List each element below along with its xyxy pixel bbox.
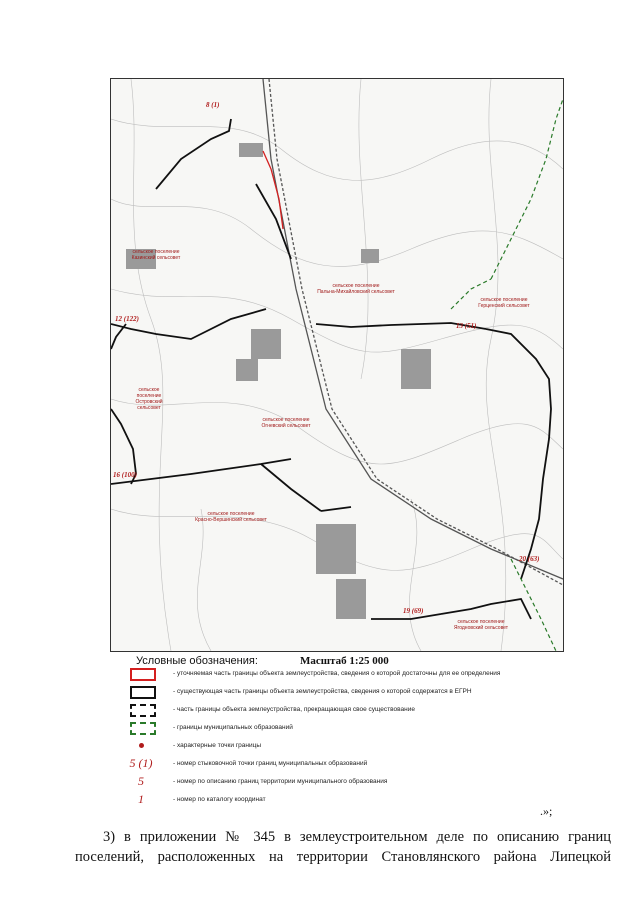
- point-label-13: 13 (51): [456, 322, 477, 330]
- legend-row-junction: [127, 757, 547, 773]
- legend-text: - часть границы объекта землеустройства, прекращающая свое существование: [173, 706, 415, 713]
- black-rectangle-symbol: [130, 686, 156, 699]
- point-label-16: 16 (100): [113, 471, 137, 479]
- paragraph-line-2: поселений, расположенных на территории Становлянского района Липецкой: [75, 849, 611, 865]
- region-label-gertsen: сельское поселение Герценский сельсовет: [478, 297, 530, 309]
- legend-row-municipal: [127, 721, 547, 737]
- legend-text: - номер по каталогу координат: [173, 796, 266, 803]
- paragraph-line-1: 3) в приложении № 345 в землеустроительном деле по описанию границ: [103, 829, 611, 845]
- junction-number-symbol: 5 (1): [129, 756, 153, 770]
- red-dot-symbol: [127, 740, 155, 752]
- red-rectangle-symbol: [130, 668, 156, 681]
- legend-text: - границы муниципальных образований: [173, 724, 293, 731]
- map-drawing: [111, 79, 563, 651]
- region-label-yagodnov: сельское поселение Ягодновский сельсовет: [453, 619, 509, 631]
- map-scale: Масштаб 1:25 000: [300, 655, 389, 667]
- boundary-map: [110, 78, 564, 652]
- legend-text: - существующая часть границы объекта землеустройства, сведения о которой содержатся в ЕГРН: [173, 688, 472, 695]
- dashed-green-rectangle-symbol: [130, 722, 156, 735]
- legend-row-refined: [127, 667, 547, 683]
- point-label-8: 8 (1): [206, 101, 220, 109]
- catalog-number-symbol: 1: [138, 792, 144, 806]
- legend-text: - номер по описанию границ территории муниципального образования: [173, 778, 388, 785]
- dashed-black-rectangle-symbol: [130, 704, 156, 717]
- body-paragraph: [75, 827, 611, 867]
- region-label-palna: сельское поселение Пальна-Михайловский сельсовет: [317, 283, 395, 295]
- point-label-19: 19 (69): [403, 607, 424, 615]
- region-label-kazinsky: сельское поселение Казинский сельсовет: [131, 249, 181, 261]
- legend-row-points: [127, 739, 547, 755]
- legend-text: - уточняемая часть границы объекта землеустройства, сведения о которой достаточны для ее определения: [173, 670, 501, 677]
- point-label-20: 20 (63): [519, 555, 540, 563]
- refined-boundary: [263, 151, 283, 229]
- legend-row-ceasing: [127, 703, 547, 719]
- description-number-symbol: 5: [138, 774, 144, 788]
- legend-row-existing: [127, 685, 547, 701]
- legend-row-catalog: [127, 793, 547, 809]
- settlements: [126, 143, 431, 619]
- legend-text: - характерные точки границы: [173, 742, 261, 749]
- railway: [263, 79, 563, 585]
- legend-row-description: [127, 775, 547, 791]
- region-label-krasno: сельское поселение Красно-Вершинский сельсовет: [195, 511, 267, 523]
- legend-text: - номер стыковочной точки границ муниципальных образований: [173, 760, 368, 767]
- end-mark: .»;: [540, 804, 553, 818]
- region-label-ostrov: сельское поселение Островский сельсовет: [135, 387, 163, 411]
- legend-title: Условные обозначения:: [136, 655, 258, 667]
- point-label-12: 12 (122): [115, 315, 139, 323]
- region-label-ognev: сельское поселение Огневский сельсовет: [261, 417, 311, 429]
